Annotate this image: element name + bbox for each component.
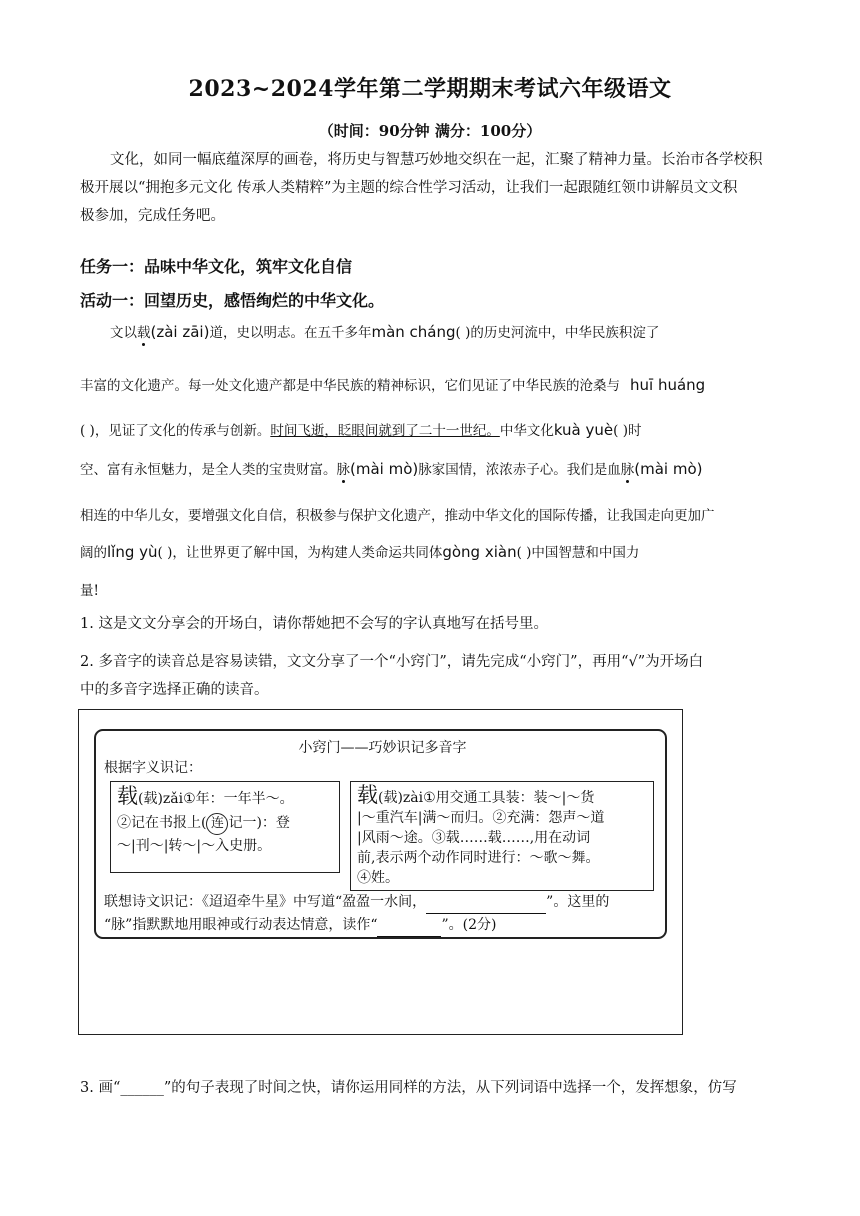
question-3: 3. 画“______”的句子表现了时间之快，请你运用同样的方法，从下列词语中选择一个，发挥想象，仿写	[80, 1080, 737, 1096]
passage-line-3: ( )，见证了文化的传承与创新。时间飞逝，眨眼间就到了二十一世纪。中华文化kuà yuè( )时	[80, 421, 642, 439]
underlined-sentence: 时间飞逝，眨眼间就到了二十一世纪。	[270, 423, 500, 439]
question-1: 1. 这是文文分享会的开场白，请你帮她把不会写的字认真地写在括号里。	[80, 616, 548, 632]
circled-char: 连	[206, 813, 228, 835]
char-zai: 载	[357, 783, 378, 807]
tip-card	[94, 729, 667, 939]
task-heading: 任务一：品味中华文化，筑牢文化自信	[80, 257, 353, 276]
intro-line: 极开展以“拥抱多元文化 传承人类精粹”为主题的综合性学习活动，让我们一起跟随红领巾讲解员文文积	[80, 180, 738, 196]
pinyin-choice: (mài mò)	[350, 460, 419, 478]
answer-blank[interactable]: ( )，让世界更了解中国，为构建人类命运共同体	[157, 545, 443, 561]
card-title: 小窍门——巧妙识记多音字	[298, 740, 467, 756]
pinyin-prompt: kuà yuè	[553, 421, 614, 439]
passage-line-2: 丰富的文化遗产。每一处文化遗产都是中华民族的精神标识，它们见证了中华民族的沧桑与 huī huáng	[80, 376, 706, 394]
intro-line: 极参加，完成任务吧。	[80, 208, 225, 224]
pinyin-choice: (mài mò)	[634, 460, 703, 478]
polyphone-mai: 脉	[336, 462, 350, 478]
pinyin-prompt: lǐng yù	[107, 543, 158, 561]
exam-time-score: （时间：90分钟 满分：100分）	[318, 122, 542, 140]
card-footer: 联想诗文识记：《迢迢牵牛星》中写道“盈盈一水间， ”。这里的 “脉”指默默地用眼神或行动表达情意，读作“ ”。(2分)	[104, 891, 664, 937]
polyphone-mai: 脉	[620, 462, 635, 478]
intro-paragraph	[80, 146, 780, 230]
question-2: 2. 多音字的读音总是容易读错，文文分享了一个“小窍门”，请先完成“小窍门”，再用“√”为开场白 中的多音字选择正确的读音。	[80, 654, 704, 698]
answer-blank[interactable]: ( )，见证了文化的传承与创新。	[80, 423, 271, 439]
passage-line-5: 相连的中华儿女，要增强文化自信，积极参与保护文化遗产，推动中华文化的国际传播，让我国走向更加广	[80, 508, 715, 524]
intro-line: 文化，如同一幅底蕴深厚的画卷，将历史与智慧巧妙地交织在一起，汇聚了精神力量。长治市各学校积	[110, 152, 763, 168]
page-title: 2023~2024学年第二学期期末考试六年级语文	[188, 76, 672, 102]
polyphone-zai: 载	[137, 325, 151, 341]
passage-line-6: 阔的lǐng yù( )，让世界更了解中国，为构建人类命运共同体gòng xiàn( )中国智慧和中国力	[80, 543, 640, 561]
left-definition-box: 载(载)zǎi①年：一年半～。 ②记在书报上( 连 记一)：登 ～|刊～|转～|～入史册。	[110, 781, 340, 873]
pinyin-prompt: gòng xiàn	[442, 543, 517, 561]
passage-line-4: 空、富有永恒魅力，是全人类的宝贵财富。脉(mài mò)脉家国情，浓浓赤子心。我们是血脉(mài mò)	[80, 460, 703, 478]
right-definition-box: 载(载)zài①用交通工具装：装～|～货 |～重汽车|满～而归。②充满：怨声～道 |风雨～途。③载……载……,用在动词 前,表示两个动作同时进行：～歌～舞。 ④姓。	[350, 781, 654, 891]
activity-heading: 活动一：回望历史，感悟绚烂的中华文化。	[80, 291, 385, 310]
answer-blank[interactable]	[377, 918, 441, 937]
answer-blank[interactable]: ( )时	[613, 423, 642, 439]
answer-blank[interactable]	[426, 895, 546, 914]
passage-line-1: 文以载(zài zāi)道，史以明志。在五千多年màn cháng( )的历史河流中，中华民族积淀了	[110, 323, 660, 341]
char-zai: 载	[117, 784, 138, 808]
pinyin-prompt: huī huáng	[630, 376, 706, 394]
answer-blank[interactable]: ( )中国智慧和中国力	[516, 545, 640, 561]
passage-line-7: 量!	[80, 583, 99, 599]
card-subtitle: 根据字义识记：	[104, 760, 202, 776]
answer-blank[interactable]: ( )的历史河流中，中华民族积淀了	[455, 325, 660, 341]
pinyin-choice: (zài zāi)	[150, 323, 210, 341]
pinyin-prompt: màn cháng	[371, 323, 456, 341]
